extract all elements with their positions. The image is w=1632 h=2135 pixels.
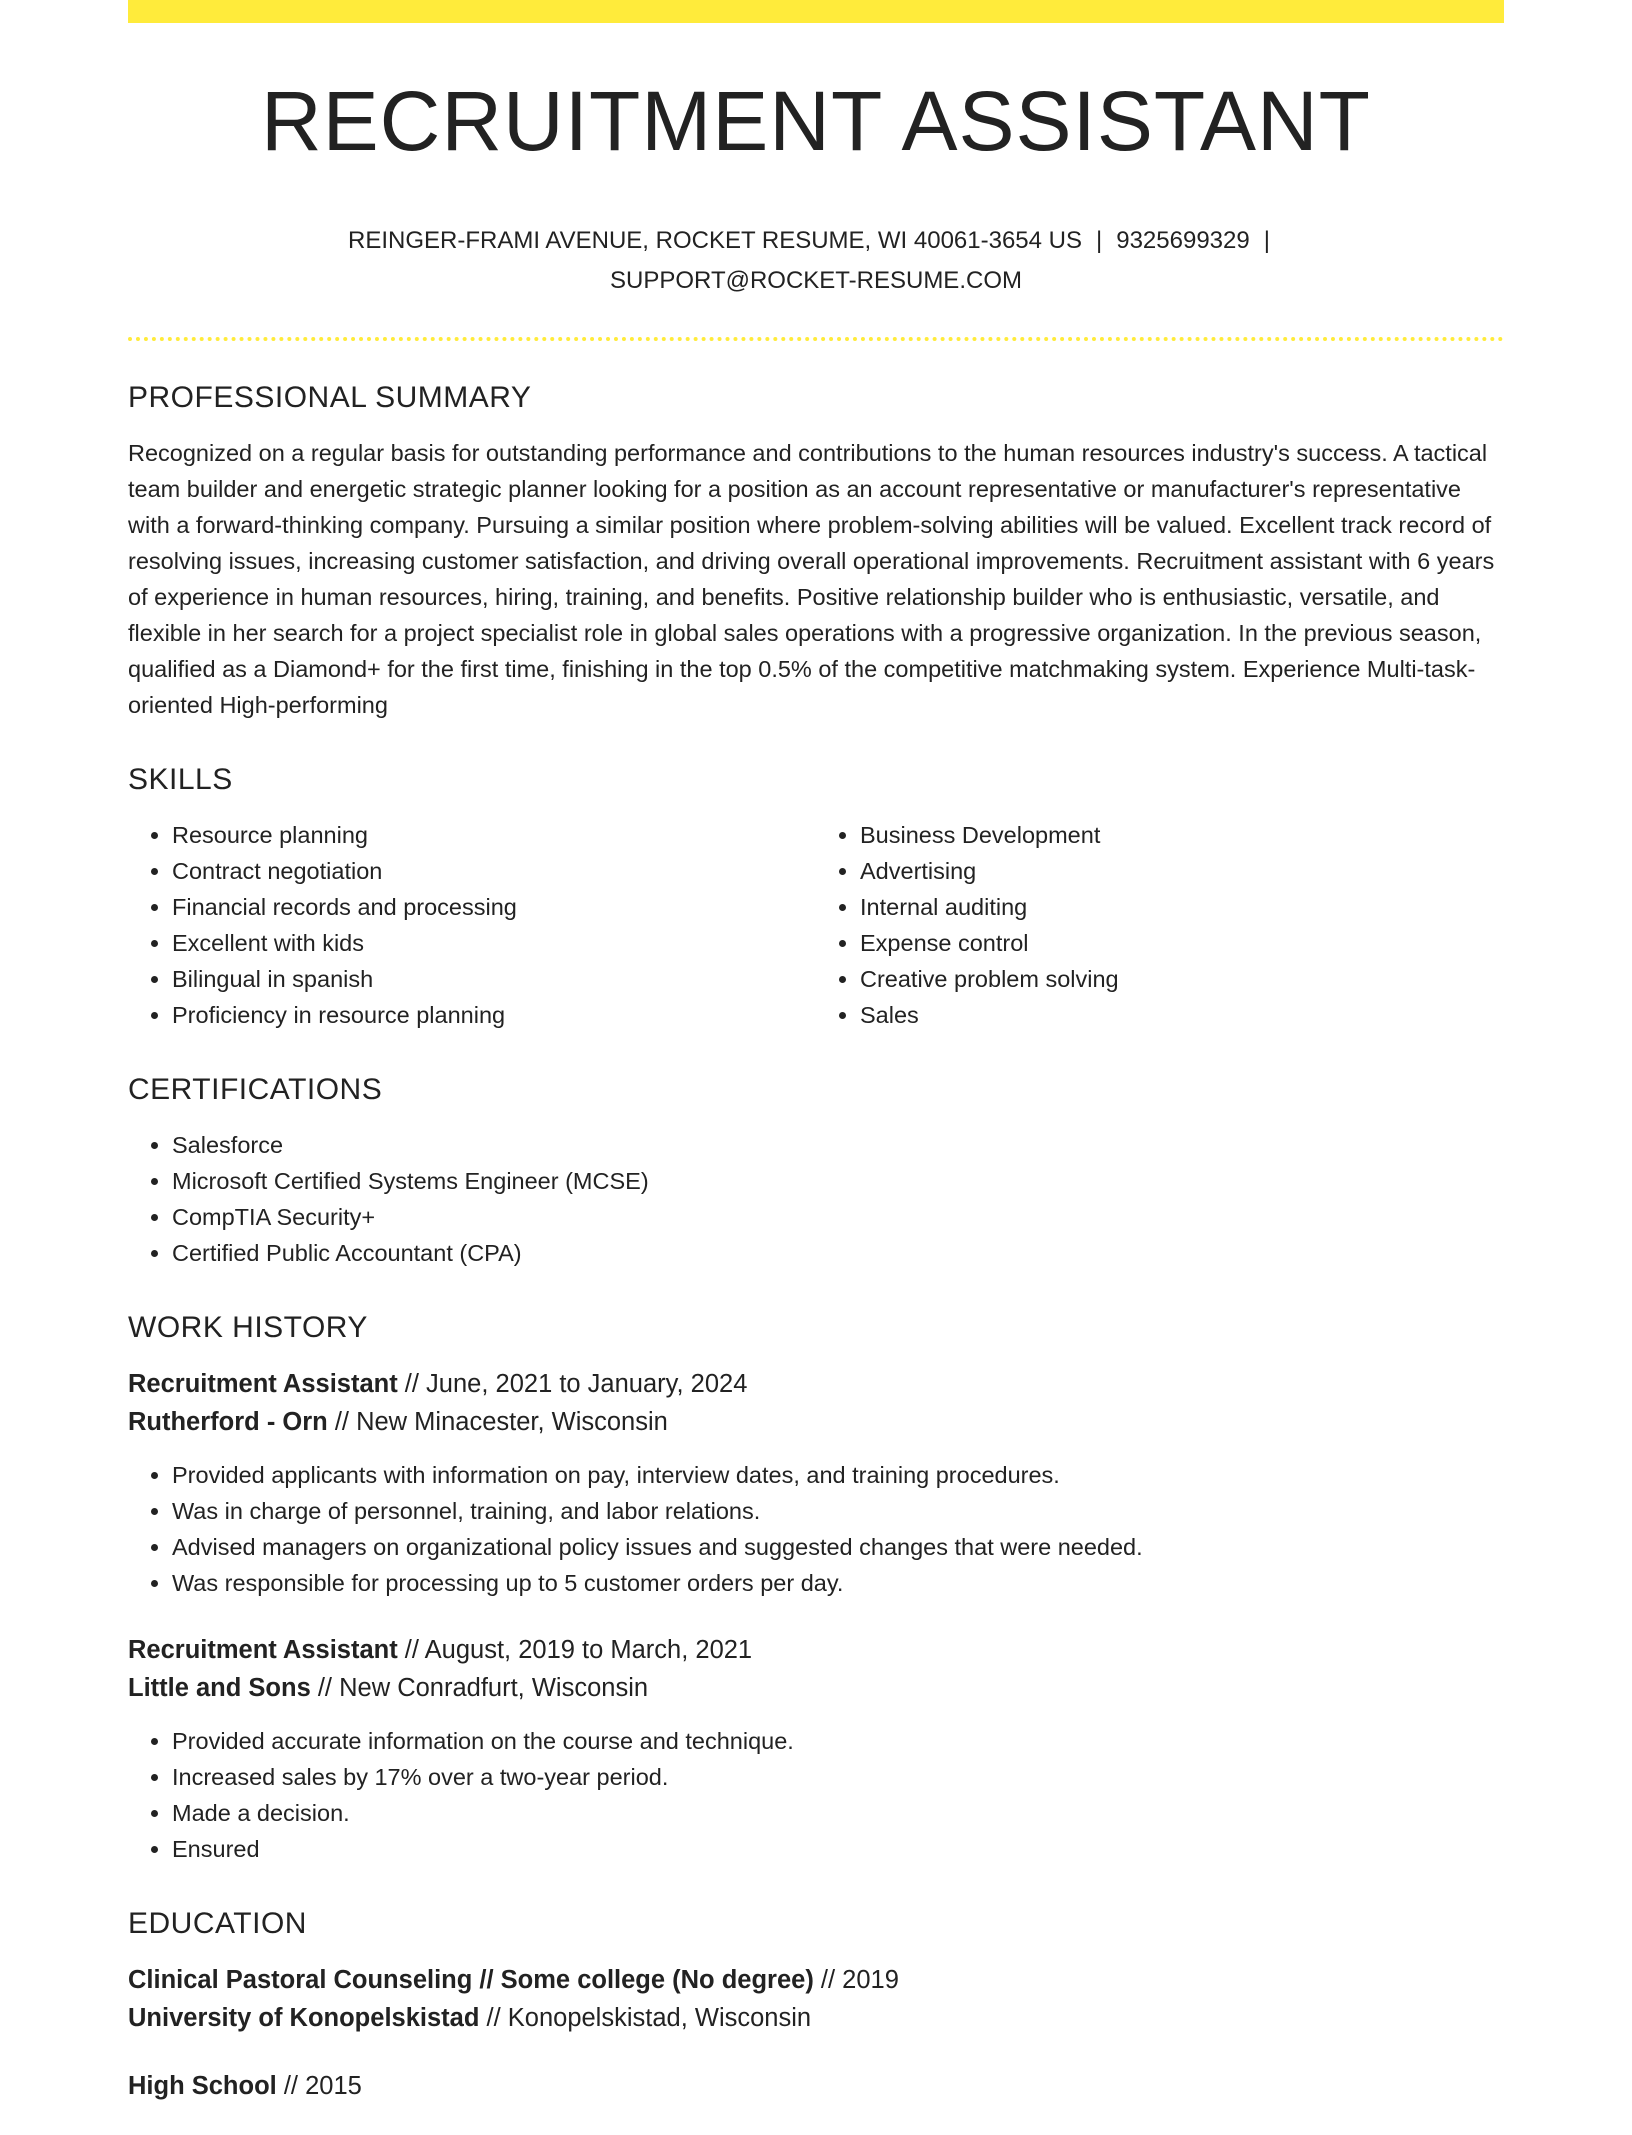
job-duties-list	[128, 1723, 1504, 1867]
work-history-section	[128, 1313, 1504, 1867]
skills-list-left	[128, 817, 816, 1033]
education-section	[128, 1909, 1504, 2105]
contact-separator: |	[1096, 227, 1103, 254]
certification-item: • Microsoft Certified Systems Engineer (MCSE)	[172, 1163, 1504, 1199]
job-company: Little and Sons	[128, 1674, 311, 1702]
education-school-line	[128, 1999, 1504, 2037]
skill-item: • Bilingual in spanish	[172, 961, 816, 997]
skill-item: • Financial records and processing	[172, 889, 816, 925]
job-duty-item: • Increased sales by 17% over a two-year period.	[172, 1759, 1504, 1795]
dotted-divider	[128, 337, 1504, 341]
education-degree: High School	[128, 2072, 277, 2100]
skill-item: • Advertising	[860, 853, 1504, 889]
education-school: University of Konopelskistad	[128, 2004, 480, 2032]
contact-separator: |	[1263, 227, 1270, 254]
job-company-line	[128, 1669, 1504, 1707]
job-duty-item: • Ensured	[172, 1831, 1504, 1867]
skill-item: • Resource planning	[172, 817, 816, 853]
job-duties-list	[128, 1457, 1504, 1601]
job-duty-item: • Made a decision.	[172, 1795, 1504, 1831]
job-duty-item: • Provided applicants with information on pay, interview dates, and training procedures.	[172, 1457, 1504, 1493]
skill-item: • Excellent with kids	[172, 925, 816, 961]
resume-page	[128, 0, 1504, 2135]
education-entry	[128, 2067, 1504, 2105]
education-location: // Konopelskistad, Wisconsin	[479, 2004, 812, 2032]
job-duty-item: • Was in charge of personnel, training, and labor relations.	[172, 1493, 1504, 1529]
job-role-line	[128, 1365, 1504, 1403]
section-heading-skills: SKILLS	[128, 763, 233, 796]
education-year: // 2015	[276, 2072, 362, 2100]
certification-item: • Salesforce	[172, 1127, 1504, 1163]
skills-section	[128, 765, 1504, 1033]
contact-address: REINGER-FRAMI AVENUE, ROCKET RESUME, WI 40061-3654 US	[348, 227, 1082, 254]
summary-text: Recognized on a regular basis for outstanding performance and contributions to the human resources industry's success. A tactical team builder and energetic strategic planner looking for a position as an account representative or manufacturer's representative with a forward-thinking company. Pursuing a similar position where problem-solving abilities will be valued. Excellent track record of resolving issues, increasing customer satisfaction, and driving overall operational improvements. Recruitment assistant with 6 years of experience in human resources, hiring, training, and benefits. Positive relationship builder who is enthusiastic, versatile, and flexible in her search for a project specialist role in global sales operations with a progressive organization. In the previous season, qualified as a Diamond+ for the first time, finishing in the top 0.5% of the competitive matchmaking system. Experience Multi-task-oriented High-performing	[128, 440, 1495, 718]
summary-section	[128, 383, 1504, 723]
skill-item: • Proficiency in resource planning	[172, 997, 816, 1033]
certifications-section	[128, 1075, 1504, 1271]
skill-item: • Creative problem solving	[860, 961, 1504, 997]
job-duty-item: • Was responsible for processing up to 5 customer orders per day.	[172, 1565, 1504, 1601]
top-accent-bar	[128, 0, 1504, 23]
education-degree-line	[128, 1961, 1504, 1999]
contact-phone: 9325699329	[1116, 227, 1250, 254]
job-location: // New Minacester, Wisconsin	[327, 1408, 668, 1436]
education-entry	[128, 1961, 1504, 2037]
skill-item: • Expense control	[860, 925, 1504, 961]
education-degree-line	[128, 2067, 1504, 2105]
skill-item: • Contract negotiation	[172, 853, 816, 889]
job-role: Recruitment Assistant	[128, 1636, 398, 1664]
certification-item: • CompTIA Security+	[172, 1199, 1504, 1235]
section-heading-certifications: CERTIFICATIONS	[128, 1073, 383, 1106]
skill-item: • Sales	[860, 997, 1504, 1033]
job-role-line	[128, 1631, 1504, 1669]
contact-info	[128, 221, 1504, 301]
skills-column-left	[128, 817, 816, 1033]
skills-grid	[128, 817, 1504, 1033]
job-location: // New Conradfurt, Wisconsin	[310, 1674, 649, 1702]
job-entry	[128, 1365, 1504, 1601]
education-year: // 2019	[813, 1966, 899, 1994]
resume-title: RECRUITMENT ASSISTANT	[260, 74, 1371, 168]
job-dates: // August, 2019 to March, 2021	[397, 1636, 753, 1664]
job-dates: // June, 2021 to January, 2024	[397, 1370, 748, 1398]
job-company: Rutherford - Orn	[128, 1408, 328, 1436]
section-heading-work-history: WORK HISTORY	[128, 1311, 368, 1344]
section-heading-summary: PROFESSIONAL SUMMARY	[128, 381, 532, 414]
certifications-list	[128, 1127, 1504, 1271]
education-degree: Clinical Pastoral Counseling // Some college (No degree)	[128, 1966, 814, 1994]
job-role: Recruitment Assistant	[128, 1370, 398, 1398]
skills-list-right	[816, 817, 1504, 1033]
job-duty-item: • Advised managers on organizational policy issues and suggested changes that were needed.	[172, 1529, 1504, 1565]
job-duty-item: • Provided accurate information on the course and technique.	[172, 1723, 1504, 1759]
skill-item: • Business Development	[860, 817, 1504, 853]
skill-item: • Internal auditing	[860, 889, 1504, 925]
certification-item: • Certified Public Accountant (CPA)	[172, 1235, 1504, 1271]
contact-email[interactable]: SUPPORT@ROCKET-RESUME.COM	[610, 267, 1022, 294]
skills-column-right	[816, 817, 1504, 1033]
job-company-line	[128, 1403, 1504, 1441]
section-heading-education: EDUCATION	[128, 1907, 307, 1940]
job-entry	[128, 1631, 1504, 1867]
